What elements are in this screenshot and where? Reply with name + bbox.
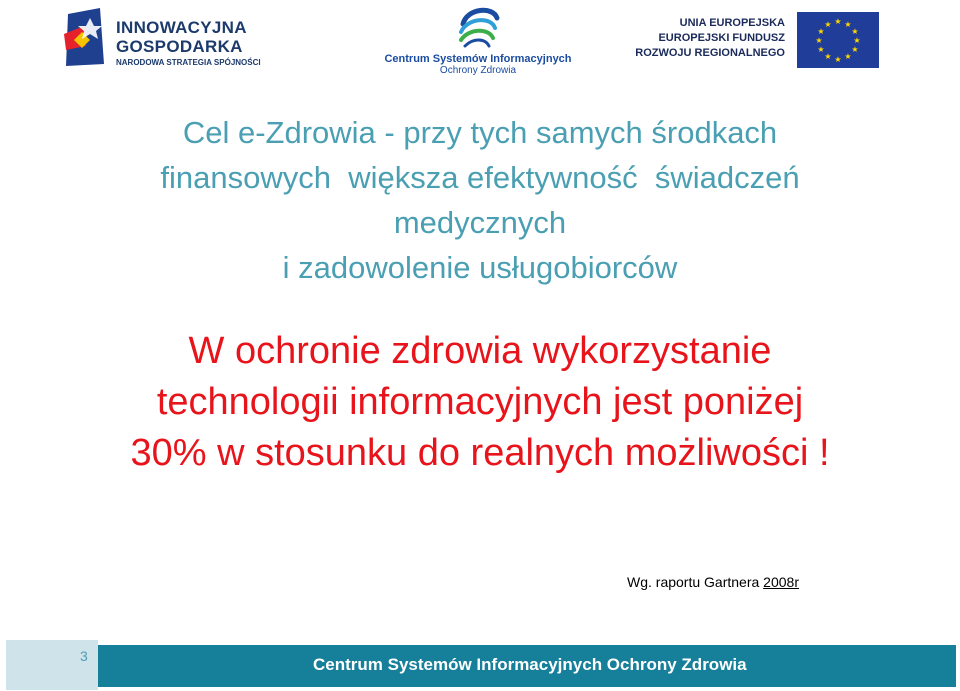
title-line: i zadowolenie usługobiorców <box>282 250 678 285</box>
body-line: technologii informacyjnych jest poniżej <box>156 381 804 423</box>
svg-text:★: ★ <box>844 20 852 29</box>
svg-text:★: ★ <box>844 52 852 61</box>
footer-org-name: Centrum Systemów Informacyjnych Ochrony Zdrowia <box>313 655 747 674</box>
source-note <box>627 574 799 590</box>
page-number: 3 <box>80 648 88 664</box>
csioz-line2: Ochrony Zdrowia <box>439 65 517 76</box>
csioz-logo <box>378 2 578 82</box>
svg-text:★: ★ <box>834 55 842 64</box>
title-line: Cel e-Zdrowia - przy tych samych środkach <box>182 115 778 150</box>
eu-flag-icon <box>797 12 879 68</box>
eu-line1: UNIA EUROPEJSKA <box>679 17 785 29</box>
eu-logo <box>635 12 885 72</box>
innowacyjna-gospodarka-logo <box>60 4 270 72</box>
svg-text:★: ★ <box>815 36 823 45</box>
csioz-swirl-icon <box>453 2 503 52</box>
svg-text:★: ★ <box>817 27 825 36</box>
svg-text:★: ★ <box>853 36 861 45</box>
svg-text:★: ★ <box>824 52 832 61</box>
title-line: finansowych większa efektywność świadczeń <box>160 160 800 195</box>
title-line: medycznych <box>393 205 567 240</box>
svg-text:★: ★ <box>851 27 859 36</box>
svg-text:★: ★ <box>817 45 825 54</box>
body-line: 30% w stosunku do realnych możliwości ! <box>130 432 830 474</box>
ig-line2: GOSPODARKA <box>116 37 243 56</box>
source-prefix: Wg. raportu Gartnera <box>627 574 764 590</box>
svg-text:★: ★ <box>834 17 842 26</box>
star-flag-icon <box>60 4 110 70</box>
slide-title <box>20 110 940 290</box>
page-number-box <box>6 640 98 690</box>
csioz-line1: Centrum Systemów Informacyjnych <box>384 53 572 65</box>
footer-bar <box>98 645 956 687</box>
eu-line2: EUROPEJSKI FUNDUSZ <box>658 32 785 44</box>
svg-text:★: ★ <box>851 45 859 54</box>
slide-body <box>20 326 940 479</box>
eu-line3: ROZWOJU REGIONALNEGO <box>635 47 785 59</box>
body-line: W ochronie zdrowia wykorzystanie <box>188 330 772 372</box>
ig-line1: INNOWACYJNA <box>116 18 247 37</box>
ig-line3: NARODOWA STRATEGIA SPÓJNOŚCI <box>116 58 261 67</box>
svg-text:★: ★ <box>824 20 832 29</box>
source-year: 2008r <box>763 574 799 590</box>
